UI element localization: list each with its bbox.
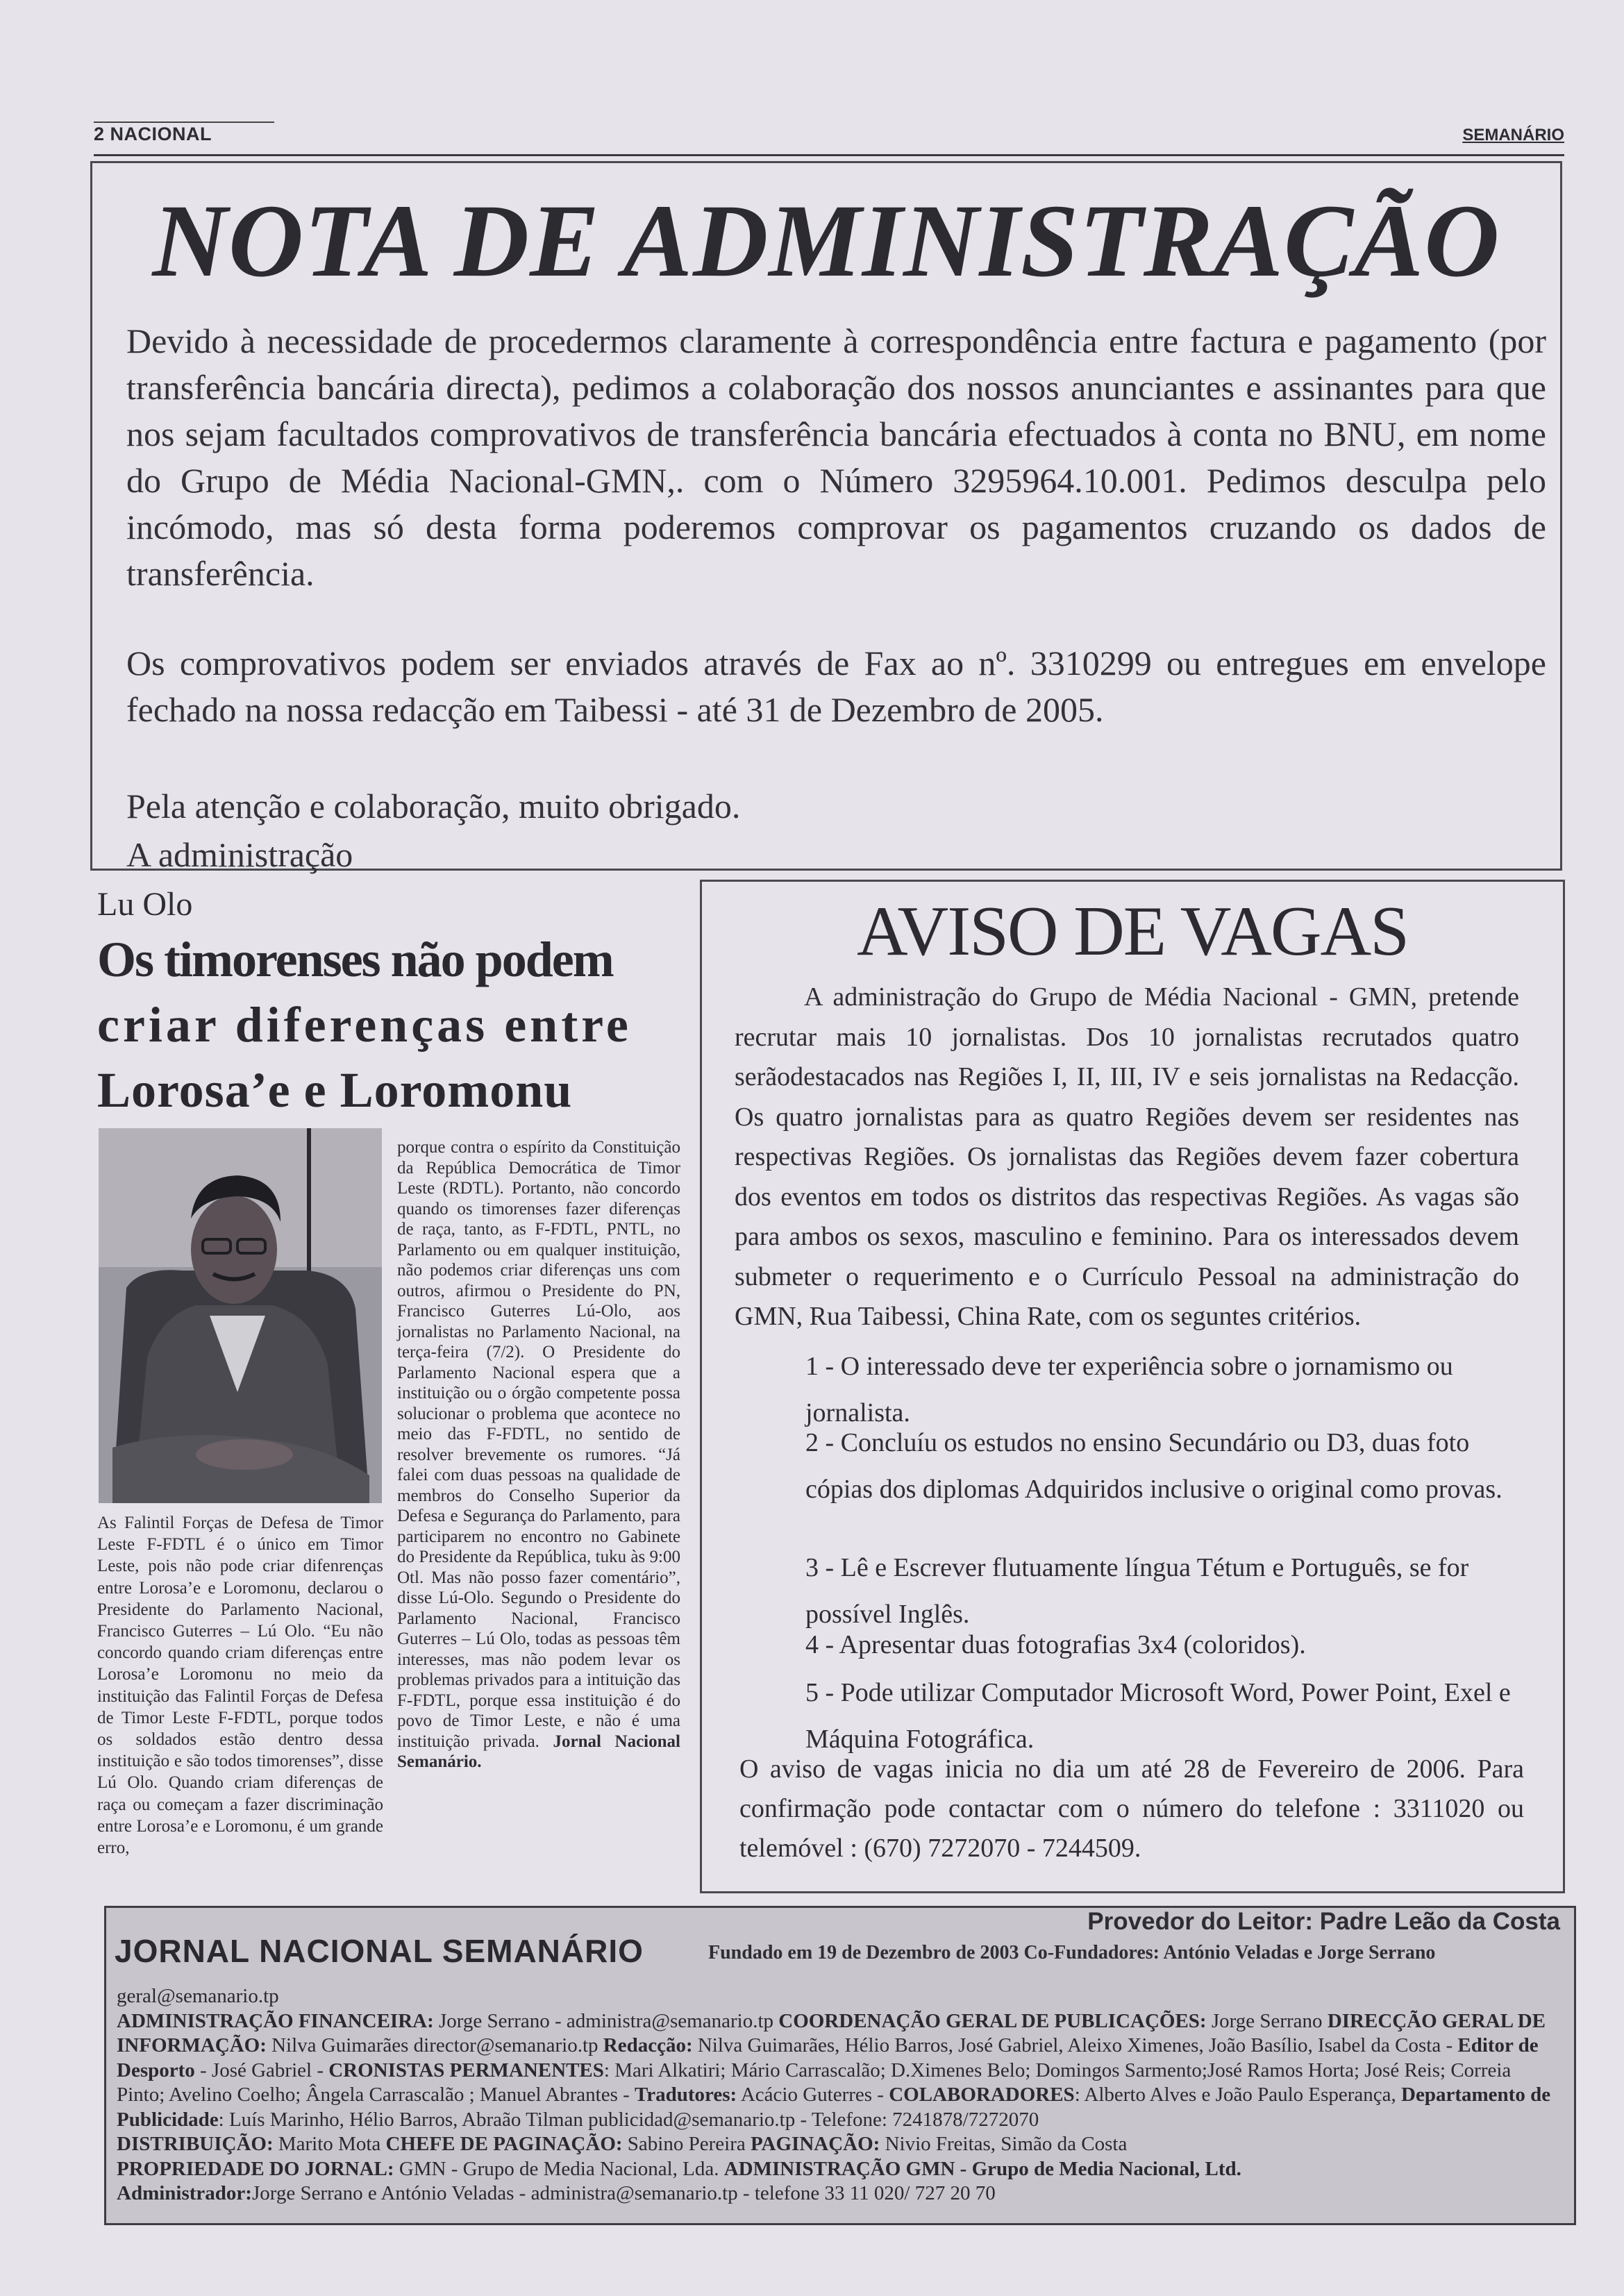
credit-label: PAGINAÇÃO: bbox=[750, 2133, 880, 2155]
page-section-label: 2 NACIONAL bbox=[94, 124, 212, 144]
masthead-title: JORNAL NACIONAL SEMANÁRIO bbox=[115, 1933, 644, 1969]
article-column-2-text: porque contra o espírito da Constituição da República Democrática de Timor Leste (RDTL). Portanto, não concordo quando os timorenses fazer diferenças de raça, tanto, as F-FDTL, PNTL, no Parlamento ou em qualquer instituição, não podemos criar diferenças uns com outros, afirmou o Presidente do PN, Francisco Guterres Lú-Olo, aos jornalistas no Parlamento Nacional, na terça-feira (7/2). O Presidente do Parlamento Nacional espera que a instituição ou o órgão competente possa solucionar o problema que acontece no meio das F-FDTL, no sentido de resolver brevemente os rumores. “Já falei com duas pessoas na qualidade de membros do Conselho Superior da Defesa e Segurança do Parlamento, para participarem no encontro no Gabinete do Presidente da República, tuku às 9:00 Otl. Mas não posso fazer comentário”, disse Lú-Olo. Segundo o Presidente do Parlamento Nacional, Francisco Guterres – Lú Olo, todas as pessoas têm interesses, mas não podem levar os problemas privados para a intituição das F-FDTL, porque essa instituição é do povo de Timor Leste, e não é uma instituição privada. bbox=[397, 1138, 680, 1751]
article-photo bbox=[99, 1128, 382, 1503]
aviso-outro: O aviso de vagas inicia no dia um até 28 de Fevereiro de 2006. Para confirmação pode contactar com o número do telefone : 3311020 ou telemóvel : (670) 7272070 - 7244509. bbox=[739, 1754, 1524, 1863]
header-rule bbox=[94, 154, 1564, 156]
headline-line-3: Lorosa’e e Loromonu bbox=[97, 1062, 573, 1118]
aviso-criterion-1: 1 - O interessado deve ter experiência sobre o jornamismo ou jornalista. bbox=[805, 1352, 1453, 1427]
credit-value: Jorge Serrano e António Veladas - administra@semanario.tp - telefone 33 11 020/ 727 20 70 bbox=[251, 2182, 996, 2204]
nota-paragraph-1: Devido à necessidade de procedermos claramente à correspondência entre factura e pagamento (por transferência bancária directa), pedimos a colaboração dos nossos anunciantes e assinantes para que nos sejam facultados comprovativos de transferência bancária efectuados à conta no BNU, em nome do Grupo de Média Nacional-GMN,. com o Número 3295964.10.001. Pedimos desculpa pelo incómodo, mas só desta forma poderemos comprovar os pagamentos cruzando os dados de transferência. bbox=[126, 321, 1546, 593]
headline-line-2: criar diferenças entre bbox=[97, 997, 632, 1053]
headline-line-1: Os timorenses não podem bbox=[97, 932, 613, 987]
credit-label: Editor de Desporto bbox=[117, 2034, 1539, 2081]
portrait-photo-illustration bbox=[99, 1128, 382, 1503]
header-top-rule bbox=[94, 121, 274, 123]
credit-label: Redacção: bbox=[603, 2034, 693, 2056]
credit-label: PROPRIEDADE DO JORNAL: bbox=[117, 2157, 394, 2180]
credit-label: DIRECÇÃO GERAL DE INFORMAÇÃO: bbox=[117, 2009, 1546, 2056]
credit-value: Jorge Serrano bbox=[1206, 2009, 1328, 2032]
aviso-criterion-3: 3 - Lê e Escrever flutuamente língua Tétum e Português, se for possível Inglês. bbox=[805, 1553, 1469, 1629]
nota-paragraph-2: Os comprovativos podem ser enviados através de Fax ao nº. 3310299 ou entregues em envelope fechado na nossa redacção em Taibessi - até 31 de Dezembro de 2005. bbox=[126, 644, 1546, 729]
credit-value: Nivio Freitas, Simão da Costa bbox=[880, 2133, 1128, 2155]
credit-label: COORDENAÇÃO GERAL DE PUBLICAÇÕES: bbox=[778, 2009, 1207, 2032]
masthead-provedor: Provedor do Leitor: Padre Leão da Costa bbox=[1087, 1908, 1560, 1935]
article-column-2 bbox=[397, 1137, 680, 1773]
credit-value: Acácio Guterres - bbox=[737, 2084, 889, 2106]
credit-value: Sabino Pereira bbox=[622, 2133, 751, 2155]
aviso-title: AVISO DE VAGAS bbox=[857, 892, 1408, 971]
article-kicker: Lu Olo bbox=[97, 886, 193, 923]
article-column-1: As Falintil Forças de Defesa de Timor Leste F-FDTL é o único em Timor Leste, pois não pode criar difenrenças entre Lorosa’e e Loromonu, declarou o Presidente do Parlamento Nacional, Francisco Guterres – Lú Olo. “Eu não concordo quando criam diferenças entre Lorosa’e Loromonu no meio da instituição das Falintil Forças de Defesa de Timor Leste F-FDTL, porque todos os soldados estão dentro dessa instituição e são todos timorenses”, disse Lú Olo. Quando criam diferenças de raça ou começam a fazer discriminação entre Lorosa’e e Loromonu, é um grande erro, bbox=[97, 1514, 383, 1858]
aviso-criterion-4: 4 - Apresentar duas fotografias 3x4 (coloridos). bbox=[805, 1630, 1306, 1659]
credit-label: DISTRIBUIÇÃO: bbox=[117, 2133, 274, 2155]
credit-value: Marito Mota bbox=[273, 2133, 386, 2155]
newspaper-name-label: SEMANÁRIO bbox=[1462, 126, 1564, 144]
credit-label: Departamento de Publicidade bbox=[117, 2084, 1551, 2131]
aviso-criterion-2: 2 - Concluíu os estudos no ensino Secundário ou D3, duas foto cópias dos diplomas Adquiridos inclusive o original como provas. bbox=[805, 1428, 1502, 1504]
aviso-intro: A administração do Grupo de Média Nacional - GMN, pretende recrutar mais 10 jornalistas. Dos 10 jornalistas recrutados quatro serãodestacados nas Regiões I, II, III, IV e seis jornalistas na Redacção. Os quatro jornalistas para as quatro Regiões devem ser residentes nas respectivas Regiões. Os jornalistas das Regiões devem fazer cobertura dos eventos em todos os distritos das respectivas Regiões. As vagas são para ambos os sexos, masculino e feminino. Para os interessados devem submeter o requerimento e o Currículo Pessoal na administração do GMN, Rua Taibessi, China Rate, com os seguntes critérios. bbox=[735, 982, 1519, 1331]
article-headline bbox=[97, 927, 680, 1123]
nota-title: NOTA DE ADMINISTRAÇÃO bbox=[152, 183, 1500, 299]
credit-value: : Luís Marinho, Hélio Barros, Abraão Tilman publicidad@semanario.tp - Telefone: 7241878/7272070 bbox=[218, 2108, 1039, 2131]
masthead-credits bbox=[117, 1984, 1561, 2206]
credit-label: ADMINISTRAÇÃO FINANCEIRA: bbox=[117, 2009, 434, 2032]
masthead-email: geral@semanario.tp bbox=[117, 1985, 279, 2007]
credit-value: Nilva Guimarães director@semanario.tp bbox=[266, 2034, 603, 2056]
nota-paragraph-3: Pela atenção e colaboração, muito obrigado. bbox=[126, 787, 741, 826]
credit-label: COLABORADORES bbox=[889, 2084, 1075, 2106]
credit-label: CRONISTAS PERMANENTES bbox=[328, 2059, 604, 2081]
masthead-founded: Fundado em 19 de Dezembro de 2003 Co-Fundadores: António Veladas e Jorge Serrano bbox=[708, 1942, 1436, 1963]
nota-signature: A administração bbox=[126, 835, 353, 874]
credit-label: Tradutores: bbox=[635, 2084, 737, 2106]
aviso-criterion-5: 5 - Pode utilizar Computador Microsoft Word, Power Point, Exel e Máquina Fotográfica. bbox=[805, 1678, 1511, 1754]
credit-value: GMN - Grupo de Media Nacional, Lda. bbox=[394, 2157, 724, 2180]
credit-value: : Mari Alkatiri; Mário Carrascalão; D.Ximenes Belo; Domingos Sarmento;José Ramos Horta; José Reis; Correia Pinto; Avelino Coelho; Ângela Carrascalão ; Manuel Abrantes - bbox=[117, 2059, 1512, 2106]
credit-value: : Alberto Alves e João Paulo Esperança, bbox=[1074, 2084, 1402, 2106]
article-signature: Jornal Nacional Semanário. bbox=[397, 1732, 680, 1771]
credit-label: ADMINISTRAÇÃO GMN - Grupo de Media Nacional, Ltd. bbox=[723, 2157, 1241, 2180]
credit-value: - José Gabriel - bbox=[194, 2059, 329, 2081]
credit-value: Jorge Serrano - administra@semanario.tp bbox=[433, 2009, 779, 2032]
credit-label: CHEFE DE PAGINAÇÃO: bbox=[385, 2133, 623, 2155]
credit-label: Administrador: bbox=[117, 2182, 252, 2204]
credit-value: Nilva Guimarães, Hélio Barros, José Gabriel, Aleixo Ximenes, João Basílio, Isabel da Costa - bbox=[692, 2034, 1458, 2056]
